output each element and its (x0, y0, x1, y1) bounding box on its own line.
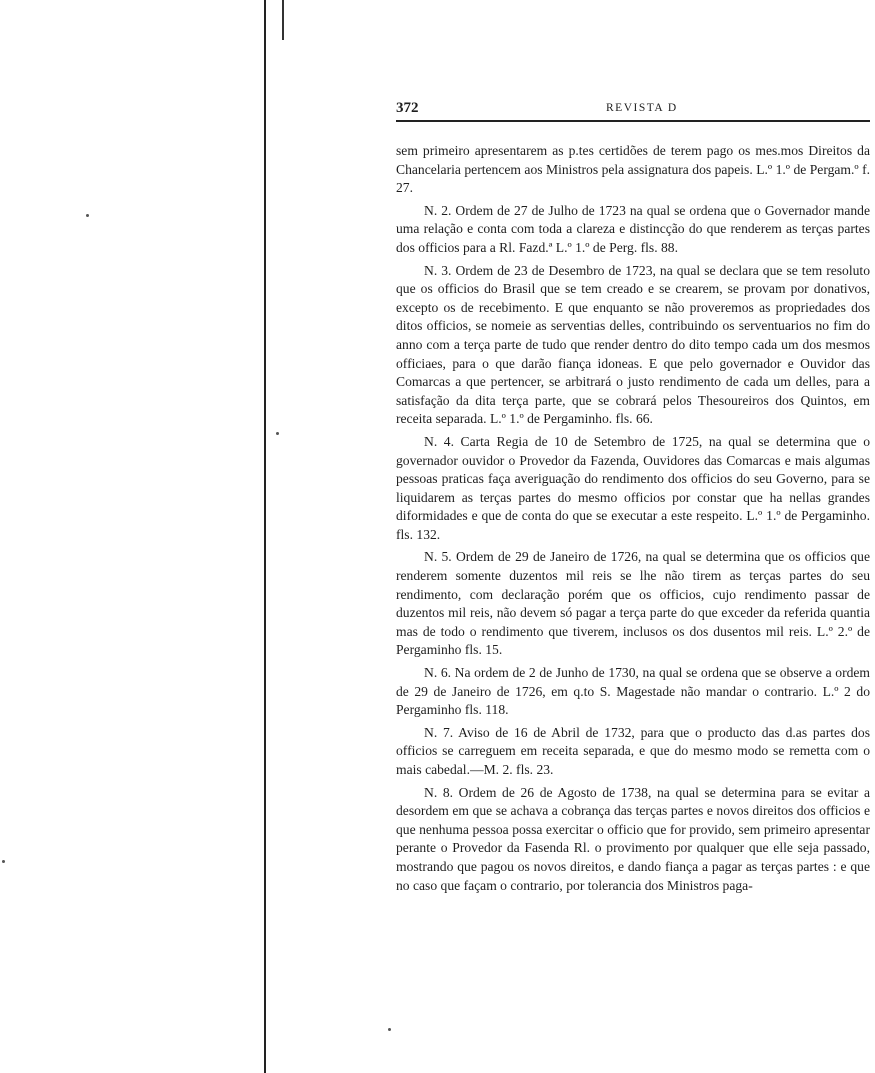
document-page (396, 98, 870, 1058)
paragraph: N. 5. Ordem de 29 de Janeiro de 1726, na qual se determina que os officios que renderem somente duzentos mil reis se lhe não tirem as terças partes do seu rendimento, com declaração porém que os officios, cujo rendimento passar de duzentos mil reis, não devem só pagar a terça parte do que exceder da referida quantia mas de todo o rendimento que tiverem, inclusos os dos dusentos mil reis. L.º 2.º de Pergaminho fls. 15. (396, 549, 870, 658)
paragraph: N. 4. Carta Regia de 10 de Setembro de 1725, na qual se determina que o governador ouvidor o Provedor da Fazenda, Ouvidores das Comarcas e mais algumas pessoas praticas faça averiguação do rendimento dos officios do seu Governo, para se liquidarem as terças partes do mesmo officios por constar que ha nellas grandes diformidades e que de conta do que se executar a este respeito. L.º 1.º de Pergaminho. fls. 132. (396, 433, 870, 542)
paragraph: N. 3. Ordem de 23 de Desembro de 1723, na qual se declara que se tem resoluto que os officios do Brasil que se tem creado e se crearem, se provam por donativos, excepto os de recebimento. E que enquanto se não proveremos as propriedades dos ditos officios, se nomeie as serventias delles, contribuindo os serventuarios no fim do anno com a terça parte de tudo que render dentro do dito tempo cada um dos mesmos officiaes, para o que darão fiança idoneas. E que pelo governador e Ouvidor das Comarcas a que pertencer, se arbitrará o justo rendimento de cada um delles, para a satisfação da dita terça parte, que se cobrará pelos Thesoureiros dos Quintos, em receita separada. L.º 1.º de Pergaminho. fls. 66. (396, 262, 870, 427)
paragraph: N. 7. Aviso de 16 de Abril de 1732, para que o producto das d.as partes dos officios se carreguem em receita separada, e que do mesmo modo se remetta com o mais cabedal.—M. 2. fls. 23. (396, 724, 870, 777)
running-head (396, 98, 870, 122)
page-edge-line (282, 0, 284, 40)
page-number: 372 (396, 100, 419, 116)
speck (2, 860, 5, 863)
paragraph: N. 6. Na ordem de 2 de Junho de 1730, na qual se ordena que se observe a ordem de 29 de Janeiro de 1726, em q.to S. Magestade não mandar o contrario. L.º 2 do Pergaminho fls. 118. (396, 665, 870, 718)
running-title: REVISTA D (606, 102, 678, 114)
body-text (396, 142, 870, 895)
paragraph: sem primeiro apresentarem as p.tes certidões de terem pago os mes.mos Direitos da Chancelaria pertencem aos Ministros pela assignatura dos papeis. L.º 1.º de Pergam.º f. 27. (396, 143, 870, 196)
speck (86, 214, 89, 217)
speck (388, 1028, 391, 1031)
speck (276, 432, 279, 435)
left-margin (0, 0, 268, 1073)
paragraph: N. 8. Ordem de 26 de Agosto de 1738, na qual se determina para se evitar a desordem em que se achava a cobrança das terças partes e novos direitos dos officios e que nenhuma pessoa possa exercitar o officio que for provido, sem primeiro apresentar perante o Provedor da Fasenda Rl. o provimento por qualquer que elle seja passado, mostrando que pagou os novos direitos, e dando fiança a pagar as terças partes : e que no caso que façam o contrario, por tolerancia dos Ministros paga- (396, 784, 870, 893)
paragraph: N. 2. Ordem de 27 de Julho de 1723 na qual se ordena que o Governador mande uma relação e conta com toda a clareza e distincção do que renderem as terças partes dos officios para a Rl. Fazd.ª L.º 1.º de Perg. fls. 88. (396, 202, 870, 255)
binding-line (264, 0, 266, 1073)
